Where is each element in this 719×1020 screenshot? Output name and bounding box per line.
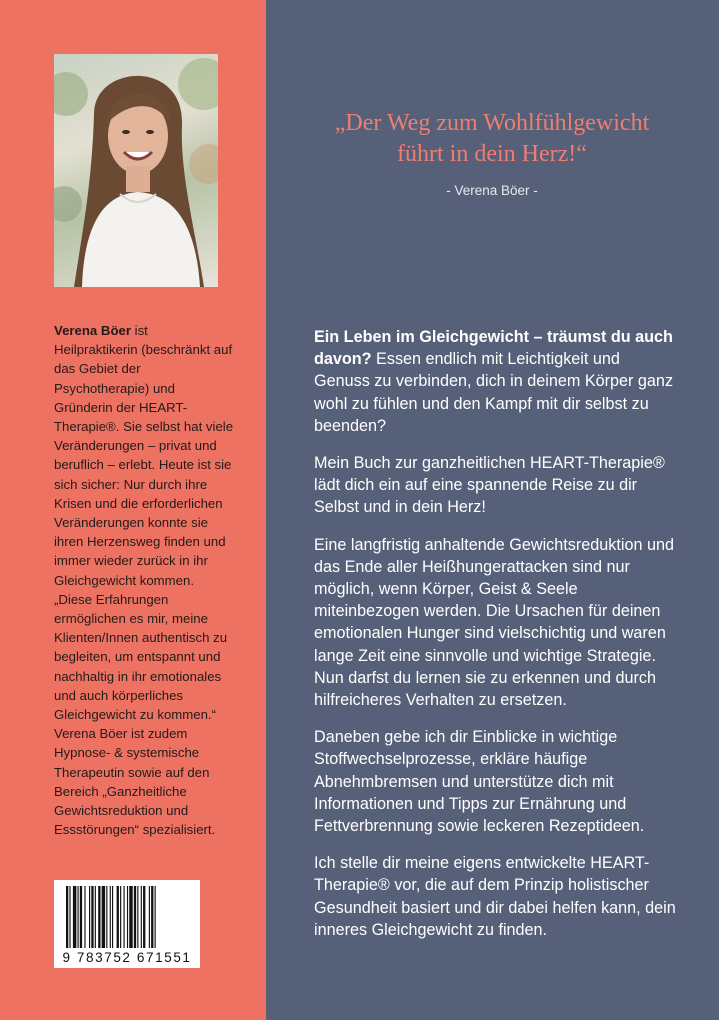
barcode-bar <box>106 886 107 948</box>
barcode-bar <box>120 886 121 948</box>
barcode-bar <box>117 886 119 948</box>
quote-author: - Verena Böer - <box>446 183 538 198</box>
barcode-bar <box>95 886 96 948</box>
barcode-bar <box>141 886 142 948</box>
barcode-bar <box>129 886 132 948</box>
quote-line-2: führt in dein Herz!“ <box>397 141 587 167</box>
quote-line-1: „Der Weg zum Wohlfühlgewicht <box>334 110 650 136</box>
blurb-paragraph-1-text: Essen endlich mit Leichtigkeit und Genuss zu verbinden, dich in deinem Körper ganz wohl zu fühlen und den Kampf mit dir selbst zu beenden? <box>314 350 674 435</box>
barcode-bar <box>127 886 128 948</box>
barcode-bar <box>84 886 85 948</box>
barcode-bar <box>89 886 90 948</box>
barcode-bar <box>78 886 79 948</box>
cover-quote <box>292 108 692 170</box>
barcode-bar <box>91 886 93 948</box>
author-bio-text: ist Heilpraktikerin (beschränkt auf das Gebiet der Psychotherapie) und Gründerin der HEART-Therapie®. Sie selbst hat viele Veränderungen – privat und beruflich – erlebt. Heute ist sie sich sicher: Nur durch ihre Krisen und die erforderlichen Veränderungen konnte sie ihren Herzensweg finden und immer wieder zurück in ihr Gleichgewicht kommen. „Diese Erfahrungen ermöglichen es mir, meine Klienten/Innen authentisch zu begleiten, um entspannt und nachhaltig in ihr emotionales und auch körperliches Gleichgewicht zu kommen.“ Verena Böer ist zudem Hypnose- & systemische Therapeutin sowie auf den Bereich „Ganzheitliche Gewichtsreduktion und Essstörungen“ spezialisiert. <box>54 323 234 838</box>
author-bio <box>54 321 234 839</box>
barcode-bar <box>151 886 153 948</box>
blurb-paragraph-2: Mein Buch zur ganzheitlichen HEART-Therapie® lädt dich ein auf eine spannende Reise zu dir Selbst und in dein Herz! <box>314 454 665 517</box>
barcode-bar <box>155 886 156 948</box>
barcode-bar <box>124 886 125 948</box>
blurb-headline: Ein Leben im Gleichgewicht – träumst du auch davon? <box>314 328 673 369</box>
blurb-paragraph-3: Eine langfristig anhaltende Gewichtsreduktion und das Ende aller Heißhungerattacken sind nur möglich, wenn Körper, Geist & Seele miteinbezogen werden. Die Ursachen für deinen emotionalen Hunger sind vielschichtig und waren lange Zeit eine sinnvolle und wichtige Strategie. Nun darfst du lernen sie zu erkennen und durch hilfreicheres Verhalten zu ersetzen. <box>314 535 674 710</box>
barcode-bar <box>66 886 68 948</box>
isbn-number: 9 783752 671551 <box>62 950 192 965</box>
barcode-bar <box>73 886 76 948</box>
author-name: Verena Böer <box>54 323 131 338</box>
blurb-paragraph-5: Ich stelle dir meine eigens entwickelte HEART-Therapie® vor, die auf dem Prinzip holistischer Gesundheit basiert und dir dabei helfen kann, dein inneres Gleichgewicht zu finden. <box>314 854 676 939</box>
barcode-bar <box>102 886 105 948</box>
barcode-bar <box>137 886 138 948</box>
blurb-paragraph-4: Daneben gebe ich dir Einblicke in wichtige Stoffwechselprozesse, erkläre häufige Abnehmbremsen und unterstütze dich mit Informationen und Tipps zur Ernährung und Fettverbrennung sowie leckeren Rezeptideen. <box>314 728 645 836</box>
barcode-bar <box>69 886 70 948</box>
barcode-bar <box>110 886 111 948</box>
barcode-bar <box>134 886 136 948</box>
isbn-barcode <box>54 880 200 968</box>
barcode-bar <box>149 886 150 948</box>
author-photo <box>54 54 218 287</box>
barcode-bar <box>112 886 113 948</box>
barcode-bar <box>143 886 145 948</box>
barcode-bar <box>98 886 100 948</box>
blurb-text <box>314 326 680 956</box>
blurb-paragraph-1 <box>314 326 680 437</box>
barcode-bar <box>80 886 82 948</box>
